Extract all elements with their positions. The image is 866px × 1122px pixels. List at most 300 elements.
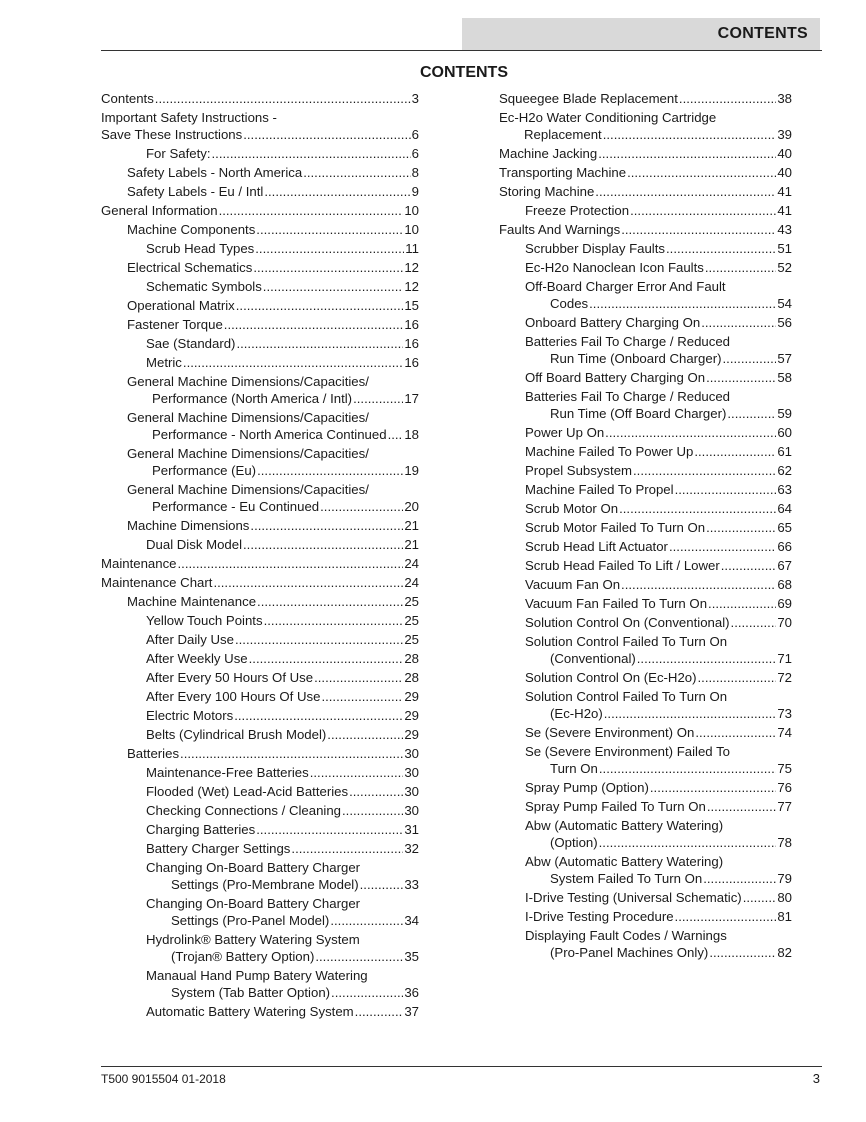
toc-entry-title: Maintenance	[101, 556, 177, 571]
toc-entry-page: 81	[777, 909, 792, 924]
toc-entry-page: 28	[404, 651, 419, 666]
toc-entry[interactable]	[499, 368, 792, 387]
toc-entry-page: 43	[777, 222, 792, 237]
toc-entry[interactable]	[101, 820, 419, 839]
toc-dot-leader	[679, 90, 776, 107]
toc-entry-page: 40	[777, 165, 792, 180]
toc-dot-leader	[243, 536, 403, 553]
toc-entry-title: Vacuum Fan On	[525, 577, 621, 592]
toc-entry-page: 37	[404, 1004, 419, 1019]
toc-entry-title: Power Up On	[525, 425, 605, 440]
toc-entry-title: Scrub Motor Failed To Turn On	[525, 520, 706, 535]
toc-entry-page: 58	[777, 370, 792, 385]
toc-dot-leader	[589, 295, 776, 312]
toc-entry[interactable]	[101, 315, 419, 334]
toc-entry[interactable]	[101, 182, 419, 201]
toc-entry-page: 76	[777, 780, 792, 795]
toc-entry[interactable]	[499, 239, 792, 258]
toc-entry[interactable]	[101, 687, 419, 706]
toc-dot-leader	[706, 519, 776, 536]
toc-entry[interactable]	[499, 89, 792, 108]
toc-entry[interactable]	[499, 852, 792, 888]
toc-entry[interactable]	[101, 334, 419, 353]
toc-entry[interactable]	[101, 408, 419, 444]
toc-entry-title: Machine Components	[127, 222, 256, 237]
toc-entry-title: Changing On-Board Battery Charger	[146, 896, 361, 911]
toc-entry-page: 62	[777, 463, 792, 478]
toc-dot-leader	[330, 912, 403, 929]
toc-entry-title: Machine Failed To Propel	[525, 482, 674, 497]
toc-entry-page: 30	[404, 803, 419, 818]
toc-dot-leader	[178, 555, 404, 572]
toc-entry[interactable]	[499, 594, 792, 613]
toc-dot-leader	[698, 669, 777, 686]
toc-entry-page: 12	[404, 279, 419, 294]
toc-entry-page: 8	[411, 165, 419, 180]
toc-dot-leader	[603, 126, 777, 143]
toc-entry-title: Performance - Eu Continued	[152, 499, 320, 514]
toc-dot-leader	[264, 612, 404, 629]
toc-dot-leader	[630, 202, 776, 219]
toc-entry[interactable]	[499, 313, 792, 332]
toc-entry[interactable]	[101, 592, 419, 611]
toc-entry[interactable]	[101, 258, 419, 277]
toc-entry-page: 11	[405, 241, 419, 256]
toc-entry-page: 66	[777, 539, 792, 554]
toc-entry[interactable]	[101, 201, 419, 220]
toc-entry-title: Solution Control Failed To Turn On	[525, 634, 728, 649]
toc-dot-leader	[315, 948, 403, 965]
toc-dot-leader	[605, 424, 776, 441]
toc-entry[interactable]	[101, 894, 419, 930]
toc-entry-title: Turn On	[550, 761, 598, 776]
toc-entry-title: Scrub Head Failed To Lift / Lower	[525, 558, 720, 573]
toc-entry-page: 28	[404, 670, 419, 685]
toc-dot-leader	[599, 834, 777, 851]
toc-entry[interactable]	[101, 630, 419, 649]
toc-dot-leader	[255, 240, 404, 257]
toc-entry-page: 10	[404, 203, 419, 218]
toc-entry[interactable]	[499, 926, 792, 962]
toc-dot-leader	[619, 500, 776, 517]
toc-entry-title: Storing Machine	[499, 184, 595, 199]
toc-entry-page: 6	[411, 127, 419, 142]
toc-dot-leader	[708, 595, 776, 612]
toc-entry[interactable]	[101, 220, 419, 239]
toc-entry-title: Batteries	[127, 746, 180, 761]
toc-dot-leader	[627, 164, 776, 181]
toc-dot-leader	[731, 614, 777, 631]
toc-entry[interactable]	[101, 444, 419, 480]
toc-entry[interactable]	[499, 797, 792, 816]
toc-entry-page: 68	[777, 577, 792, 592]
toc-entry-title: Scrubber Display Faults	[525, 241, 665, 256]
toc-dot-leader	[598, 145, 776, 162]
toc-entry-title: General Information	[101, 203, 218, 218]
toc-entry-title: Contents	[101, 91, 154, 106]
toc-dot-leader	[637, 650, 777, 667]
toc-entry-page: 82	[777, 945, 792, 960]
toc-entry-page: 67	[777, 558, 792, 573]
toc-entry[interactable]	[499, 687, 792, 723]
toc-entry-page: 72	[777, 670, 792, 685]
toc-entry-page: 73	[777, 706, 792, 721]
toc-entry-title: Abw (Automatic Battery Watering)	[525, 854, 724, 869]
toc-entry-title: Machine Dimensions	[127, 518, 250, 533]
toc-entry-title: Metric	[146, 355, 182, 370]
toc-dot-leader	[675, 481, 777, 498]
toc-entry[interactable]	[101, 649, 419, 668]
toc-entry[interactable]	[499, 888, 792, 907]
toc-entry-title: Sae (Standard)	[146, 336, 236, 351]
header-tab-label: CONTENTS	[717, 25, 808, 42]
toc-dot-leader	[291, 840, 403, 857]
toc-dot-leader	[721, 557, 777, 574]
toc-entry-title: Batteries Fail To Charge / Reduced	[525, 334, 731, 349]
toc-entry-title: Settings (Pro-Membrane Model)	[171, 877, 359, 892]
toc-entry-title: Manaual Hand Pump Batery Watering	[146, 968, 368, 983]
toc-entry[interactable]	[101, 372, 419, 408]
toc-entry-title: After Daily Use	[146, 632, 234, 647]
toc-entry-title: After Every 100 Hours Of Use	[146, 689, 321, 704]
toc-dot-leader	[349, 783, 403, 800]
toc-entry-page: 60	[777, 425, 792, 440]
toc-dot-leader	[595, 183, 776, 200]
toc-entry-page: 64	[777, 501, 792, 516]
toc-entry[interactable]	[499, 387, 792, 423]
toc-dot-leader	[604, 705, 777, 722]
toc-entry-title: Spray Pump Failed To Turn On	[525, 799, 706, 814]
toc-entry-page: 32	[404, 841, 419, 856]
toc-entry[interactable]	[499, 442, 792, 461]
toc-entry-title: Se (Severe Environment) On	[525, 725, 695, 740]
toc-entry[interactable]	[499, 332, 792, 368]
toc-entry-title: Save These Instructions	[101, 127, 243, 142]
toc-dot-leader	[256, 821, 403, 838]
toc-entry-page: 15	[404, 298, 419, 313]
toc-entry-page: 31	[404, 822, 419, 837]
toc-entry-title: Electric Motors	[146, 708, 234, 723]
toc-entry-title: (Ec-H2o)	[550, 706, 603, 721]
toc-dot-leader	[235, 631, 403, 648]
toc-entry[interactable]	[101, 516, 419, 535]
toc-entry[interactable]	[101, 706, 419, 725]
toc-entry-title: Onboard Battery Charging On	[525, 315, 701, 330]
toc-entry-title: Charging Batteries	[146, 822, 256, 837]
toc-entry[interactable]	[101, 839, 419, 858]
toc-entry-page: 38	[777, 91, 792, 106]
toc-entry-title: After Weekly Use	[146, 651, 248, 666]
toc-entry[interactable]	[101, 480, 419, 516]
toc-entry[interactable]	[101, 782, 419, 801]
toc-entry-title: Faults And Warnings	[499, 222, 621, 237]
toc-entry-title: Ec-H2o Nanoclean Icon Faults	[525, 260, 704, 275]
toc-entry-title: Hydrolink® Battery Watering System	[146, 932, 360, 947]
toc-dot-leader	[621, 576, 776, 593]
toc-entry[interactable]	[499, 723, 792, 742]
toc-entry-page: 41	[777, 184, 792, 199]
toc-entry-title: General Machine Dimensions/Capacities/	[127, 446, 369, 461]
toc-entry[interactable]	[101, 611, 419, 630]
toc-dot-leader	[669, 538, 776, 555]
toc-entry-page: 30	[404, 784, 419, 799]
toc-entry-title: Solution Control On (Ec-H2o)	[525, 670, 697, 685]
toc-left-column	[101, 89, 419, 1021]
toc-entry-title: Scrub Motor On	[525, 501, 619, 516]
toc-entry-title: Performance - North America Continued	[152, 427, 387, 442]
toc-entry-page: 20	[404, 499, 419, 514]
toc-entry-page: 39	[777, 127, 792, 142]
toc-entry[interactable]	[499, 108, 792, 144]
toc-entry-page: 77	[777, 799, 792, 814]
toc-entry-title: Battery Charger Settings	[146, 841, 291, 856]
toc-entry-page: 16	[404, 336, 419, 351]
toc-entry[interactable]	[499, 575, 792, 594]
toc-dot-leader	[264, 183, 410, 200]
toc-entry[interactable]	[101, 163, 419, 182]
toc-entry-title: Automatic Battery Watering System	[146, 1004, 354, 1019]
toc-entry[interactable]	[499, 423, 792, 442]
toc-entry-page: 17	[404, 391, 419, 406]
toc-entry[interactable]	[101, 108, 419, 144]
toc-entry-page: 75	[777, 761, 792, 776]
toc-entry[interactable]	[101, 353, 419, 372]
toc-entry-title: For Safety:	[146, 146, 211, 161]
toc-entry-title: Squeegee Blade Replacement	[499, 91, 678, 106]
toc-dot-leader	[250, 517, 403, 534]
toc-entry-page: 61	[777, 444, 792, 459]
toc-entry[interactable]	[499, 537, 792, 556]
toc-entry[interactable]	[101, 763, 419, 782]
page-title: CONTENTS	[420, 64, 508, 81]
toc-dot-leader	[219, 202, 404, 219]
toc-dot-leader	[342, 802, 403, 819]
toc-entry[interactable]	[101, 1002, 419, 1021]
toc-entry[interactable]	[101, 966, 419, 1002]
toc-entry-title: I-Drive Testing Procedure	[525, 909, 674, 924]
toc-entry-title: Electrical Schematics	[127, 260, 253, 275]
toc-dot-leader	[303, 164, 410, 181]
toc-dot-leader	[707, 798, 777, 815]
toc-entry[interactable]	[499, 480, 792, 499]
toc-entry-title: General Machine Dimensions/Capacities/	[127, 410, 369, 425]
toc-entry-page: 69	[777, 596, 792, 611]
toc-entry[interactable]	[101, 239, 419, 258]
toc-entry-title: Freeze Protection	[525, 203, 630, 218]
toc-entry[interactable]	[499, 277, 792, 313]
toc-entry-page: 30	[404, 765, 419, 780]
footer-document-id: T500 9015504 01-2018	[101, 1072, 226, 1086]
toc-entry-title: Machine Failed To Power Up	[525, 444, 694, 459]
toc-entry-title: Safety Labels - North America	[127, 165, 303, 180]
toc-entry-title: Dual Disk Model	[146, 537, 243, 552]
toc-entry-title: Spray Pump (Option)	[525, 780, 649, 795]
toc-dot-leader	[236, 335, 403, 352]
toc-entry-page: 36	[404, 985, 419, 1000]
toc-entry-title: Codes	[550, 296, 589, 311]
toc-entry[interactable]	[101, 930, 419, 966]
toc-dot-leader	[234, 707, 403, 724]
toc-entry[interactable]	[499, 182, 792, 201]
toc-entry[interactable]	[101, 858, 419, 894]
toc-entry-page: 19	[404, 463, 419, 478]
toc-entry-title: Settings (Pro-Panel Model)	[171, 913, 330, 928]
toc-dot-leader	[723, 350, 777, 367]
toc-entry-title: Changing On-Board Battery Charger	[146, 860, 361, 875]
toc-dot-leader	[599, 760, 776, 777]
toc-dot-leader	[257, 593, 403, 610]
toc-entry-page: 33	[404, 877, 419, 892]
toc-dot-leader	[706, 369, 776, 386]
toc-dot-leader	[694, 443, 776, 460]
header-tab	[462, 18, 820, 50]
toc-entry-page: 78	[777, 835, 792, 850]
toc-entry[interactable]	[101, 801, 419, 820]
toc-dot-leader	[263, 278, 404, 295]
toc-dot-leader	[360, 876, 404, 893]
toc-dot-leader	[331, 984, 403, 1001]
toc-entry-page: 25	[404, 613, 419, 628]
toc-entry-page: 34	[404, 913, 419, 928]
toc-entry-page: 16	[404, 317, 419, 332]
toc-entry-page: 24	[404, 556, 419, 571]
toc-entry[interactable]	[499, 201, 792, 220]
toc-entry[interactable]	[499, 518, 792, 537]
toc-entry-page: 74	[777, 725, 792, 740]
toc-entry-title: I-Drive Testing (Universal Schematic)	[525, 890, 742, 905]
toc-entry-title: Vacuum Fan Failed To Turn On	[525, 596, 708, 611]
toc-entry-page: 30	[404, 746, 419, 761]
toc-entry-title: Scrub Head Types	[146, 241, 255, 256]
toc-dot-leader	[650, 779, 776, 796]
toc-entry-page: 21	[404, 518, 419, 533]
toc-entry-page: 29	[404, 708, 419, 723]
toc-entry-title: Se (Severe Environment) Failed To	[525, 744, 730, 759]
toc-entry-page: 79	[777, 871, 792, 886]
toc-entry-title: Fastener Torque	[127, 317, 223, 332]
toc-entry-title: Checking Connections / Cleaning	[146, 803, 341, 818]
toc-entry[interactable]	[499, 220, 792, 239]
toc-entry[interactable]	[499, 668, 792, 687]
toc-entry[interactable]	[499, 163, 792, 182]
toc-entry-title: (Conventional)	[550, 651, 636, 666]
toc-entry[interactable]	[101, 89, 419, 108]
toc-entry-title: Off-Board Charger Error And Fault	[525, 279, 726, 294]
toc-entry[interactable]	[499, 258, 792, 277]
toc-right-column	[499, 89, 792, 962]
toc-entry[interactable]	[101, 744, 419, 763]
toc-entry-page: 52	[777, 260, 792, 275]
toc-entry-page: 24	[404, 575, 419, 590]
toc-entry-title: (Option)	[550, 835, 598, 850]
toc-entry[interactable]	[499, 556, 792, 575]
toc-entry-page: 16	[404, 355, 419, 370]
toc-entry-title: Yellow Touch Points	[146, 613, 263, 628]
toc-dot-leader	[705, 259, 776, 276]
toc-entry[interactable]	[101, 725, 419, 744]
toc-entry[interactable]	[101, 144, 419, 163]
toc-dot-leader	[727, 405, 776, 422]
toc-entry-title: General Machine Dimensions/Capacities/	[127, 374, 369, 389]
toc-entry[interactable]	[499, 461, 792, 480]
toc-entry-page: 59	[777, 406, 792, 421]
toc-entry[interactable]	[101, 277, 419, 296]
toc-entry[interactable]	[101, 296, 419, 315]
toc-entry-title: Run Time (Off Board Charger)	[550, 406, 727, 421]
toc-entry-title: Maintenance Chart	[101, 575, 213, 590]
toc-entry-title: Off Board Battery Charging On	[525, 370, 706, 385]
toc-entry[interactable]	[499, 907, 792, 926]
toc-entry-page: 25	[404, 594, 419, 609]
toc-dot-leader	[320, 498, 403, 515]
toc-entry-title: Machine Maintenance	[127, 594, 257, 609]
toc-entry[interactable]	[499, 778, 792, 797]
toc-entry[interactable]	[499, 742, 792, 778]
toc-dot-leader	[695, 724, 776, 741]
toc-entry[interactable]	[101, 535, 419, 554]
toc-entry[interactable]	[499, 499, 792, 518]
toc-entry-page: 80	[777, 890, 792, 905]
toc-entry-title: Run Time (Onboard Charger)	[550, 351, 722, 366]
toc-entry-page: 3	[411, 91, 419, 106]
toc-entry-title: After Every 50 Hours Of Use	[146, 670, 314, 685]
toc-dot-leader	[709, 944, 776, 961]
toc-dot-leader	[257, 462, 403, 479]
toc-entry-title: System (Tab Batter Option)	[171, 985, 331, 1000]
toc-entry-title: Important Safety Instructions -	[101, 110, 277, 125]
toc-dot-leader	[666, 240, 776, 257]
footer-page-number: 3	[812, 1071, 820, 1086]
toc-dot-leader	[249, 650, 404, 667]
toc-entry-title: (Pro-Panel Machines Only)	[550, 945, 709, 960]
toc-dot-leader	[243, 126, 410, 143]
toc-entry-title: Propel Subsystem	[525, 463, 633, 478]
toc-entry-title: Performance (North America / Intl)	[152, 391, 353, 406]
toc-entry-title: Operational Matrix	[127, 298, 235, 313]
toc-dot-leader	[256, 221, 403, 238]
toc-entry-page: 25	[404, 632, 419, 647]
toc-entry[interactable]	[101, 668, 419, 687]
toc-entry-page: 57	[777, 351, 792, 366]
toc-entry-title: Replacement	[524, 127, 602, 142]
toc-entry-title: Safety Labels - Eu / Intl	[127, 184, 264, 199]
toc-dot-leader	[703, 870, 776, 887]
toc-entry-title: System Failed To Turn On	[550, 871, 703, 886]
toc-dot-leader	[701, 314, 776, 331]
header-divider	[101, 50, 822, 51]
toc-entry-title: Batteries Fail To Charge / Reduced	[525, 389, 731, 404]
toc-entry-title: Flooded (Wet) Lead-Acid Batteries	[146, 784, 349, 799]
toc-entry-page: 41	[777, 203, 792, 218]
toc-entry-title: Ec-H2o Water Conditioning Cartridge	[499, 110, 717, 125]
toc-entry-page: 40	[777, 146, 792, 161]
toc-dot-leader	[675, 908, 777, 925]
toc-entry-title: Schematic Symbols	[146, 279, 262, 294]
toc-entry[interactable]	[499, 816, 792, 852]
toc-entry[interactable]	[101, 554, 419, 573]
toc-entry-page: 65	[777, 520, 792, 535]
toc-dot-leader	[213, 574, 403, 591]
toc-entry[interactable]	[499, 632, 792, 668]
toc-dot-leader	[183, 354, 403, 371]
toc-dot-leader	[314, 669, 403, 686]
toc-dot-leader	[353, 390, 403, 407]
toc-entry-title: General Machine Dimensions/Capacities/	[127, 482, 369, 497]
toc-entry[interactable]	[499, 613, 792, 632]
toc-entry[interactable]	[101, 573, 419, 592]
toc-entry-page: 29	[404, 689, 419, 704]
toc-entry[interactable]	[499, 144, 792, 163]
